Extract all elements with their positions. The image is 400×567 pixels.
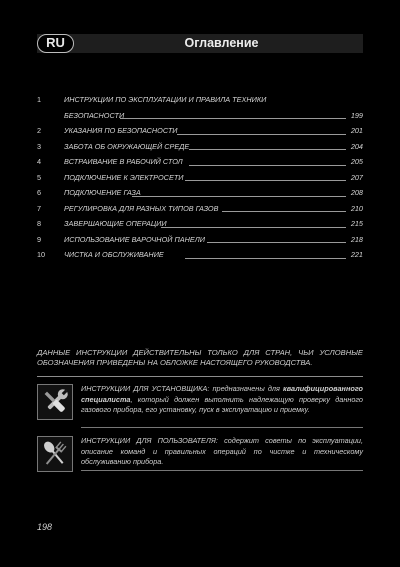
divider <box>81 470 363 471</box>
leader-line <box>120 118 346 119</box>
leader-line <box>132 196 346 197</box>
installer-section <box>37 384 363 428</box>
toc-entry[interactable] <box>37 201 363 217</box>
leader-line <box>185 258 346 259</box>
toc-number: 2 <box>37 126 42 135</box>
installer-text-part: предназначены для <box>209 384 284 393</box>
leader-line <box>185 180 346 181</box>
toc-title: ВСТРАИВАНИЕ В РАБОЧИЙ СТОЛ <box>64 157 183 166</box>
toc-page: 205 <box>350 157 363 166</box>
toc-page: 199 <box>350 110 363 120</box>
toc-number: 7 <box>37 203 42 213</box>
table-of-contents <box>37 92 363 263</box>
toc-title: ПОДКЛЮЧЕНИЕ К ЭЛЕКТРОСЕТИ <box>64 172 184 182</box>
tools-icon <box>37 384 73 420</box>
leader-line <box>207 242 346 243</box>
toc-page: 204 <box>350 141 363 151</box>
installer-text-part: , который должен выполнить надлежащую проверку данного газового прибора, его установку, пуск в эксплуатацию и приемку. <box>81 394 363 414</box>
toc-entry[interactable] <box>37 108 363 124</box>
toc-number: 5 <box>37 172 42 182</box>
toc-title: ЧИСТКА И ОБСЛУЖИВАНИЕ <box>64 250 164 259</box>
page-title: Оглавление <box>184 36 259 50</box>
divider <box>81 427 363 428</box>
toc-entry[interactable] <box>37 247 363 263</box>
user-section <box>37 436 363 472</box>
toc-entry[interactable] <box>37 216 363 232</box>
toc-entry[interactable] <box>37 185 363 201</box>
toc-entry[interactable] <box>37 123 363 139</box>
divider <box>37 376 363 377</box>
leader-line <box>161 227 346 228</box>
toc-number: 1 <box>37 95 42 104</box>
language-badge: RU <box>37 34 74 53</box>
toc-page: 210 <box>350 203 363 213</box>
validity-notice: ДАННЫЕ ИНСТРУКЦИИ ДЕЙСТВИТЕЛЬНЫ ТОЛЬКО ДЛЯ СТРАН, ЧЬИ УСЛОВНЫЕ ОБОЗНАЧЕНИЯ ПРИВЕДЕНЫ НА ОБЛОЖКЕ НАСТОЯЩЕГО РУКОВОДСТВА. <box>37 348 363 367</box>
toc-page: 201 <box>350 126 363 135</box>
toc-title-line: ИНСТРУКЦИИ ПО ЭКСПЛУАТАЦИИ И ПРАВИЛА ТЕХНИКИ <box>64 95 267 104</box>
toc-page: 208 <box>350 188 363 197</box>
toc-entry[interactable] <box>37 154 363 170</box>
utensils-icon <box>37 436 73 472</box>
leader-line <box>189 149 346 150</box>
installer-text <box>81 384 363 416</box>
toc-page: 207 <box>350 172 363 182</box>
toc-number: 10 <box>37 250 46 259</box>
toc-entry[interactable] <box>37 139 363 155</box>
leader-line <box>177 134 346 135</box>
leader-line <box>222 211 346 212</box>
toc-number: 6 <box>37 188 42 197</box>
toc-title: РЕГУЛИРОВКА ДЛЯ РАЗНЫХ ТИПОВ ГАЗОВ <box>64 203 219 213</box>
toc-title: ЗАВЕРШАЮЩИЕ ОПЕРАЦИИ <box>64 219 167 228</box>
user-lead: ИНСТРУКЦИИ ДЛЯ ПОЛЬЗОВАТЕЛЯ: <box>81 436 218 445</box>
toc-entry[interactable] <box>37 232 363 248</box>
toc-number: 9 <box>37 234 42 244</box>
installer-lead: ИНСТРУКЦИИ ДЛЯ УСТАНОВЩИКА: <box>81 384 210 393</box>
user-text <box>81 436 363 468</box>
toc-entry[interactable] <box>37 92 363 108</box>
toc-number: 4 <box>37 157 42 166</box>
toc-page: 215 <box>350 219 363 228</box>
page-number: 198 <box>37 522 53 532</box>
leader-line <box>189 165 346 166</box>
toc-title: УКАЗАНИЯ ПО БЕЗОПАСНОСТИ <box>64 126 178 135</box>
installer-bold: квалифицированного специалиста <box>81 384 363 404</box>
toc-number: 3 <box>37 141 42 151</box>
toc-title: ИСПОЛЬЗОВАНИЕ ВАРОЧНОЙ ПАНЕЛИ <box>64 234 205 244</box>
toc-page: 218 <box>350 234 363 244</box>
toc-page: 221 <box>350 250 363 259</box>
toc-title: ЗАБОТА ОБ ОКРУЖАЮЩЕЙ СРЕДЕ <box>64 141 190 151</box>
toc-title: БЕЗОПАСНОСТИ <box>64 110 125 120</box>
toc-entry[interactable] <box>37 170 363 186</box>
toc-title: ПОДКЛЮЧЕНИЕ ГАЗА <box>64 188 141 197</box>
toc-number: 8 <box>37 219 42 228</box>
user-text-part: содержит советы по эксплуатации, описание команд и правильных операций по чистке и техническому обслуживанию прибора. <box>81 436 364 466</box>
